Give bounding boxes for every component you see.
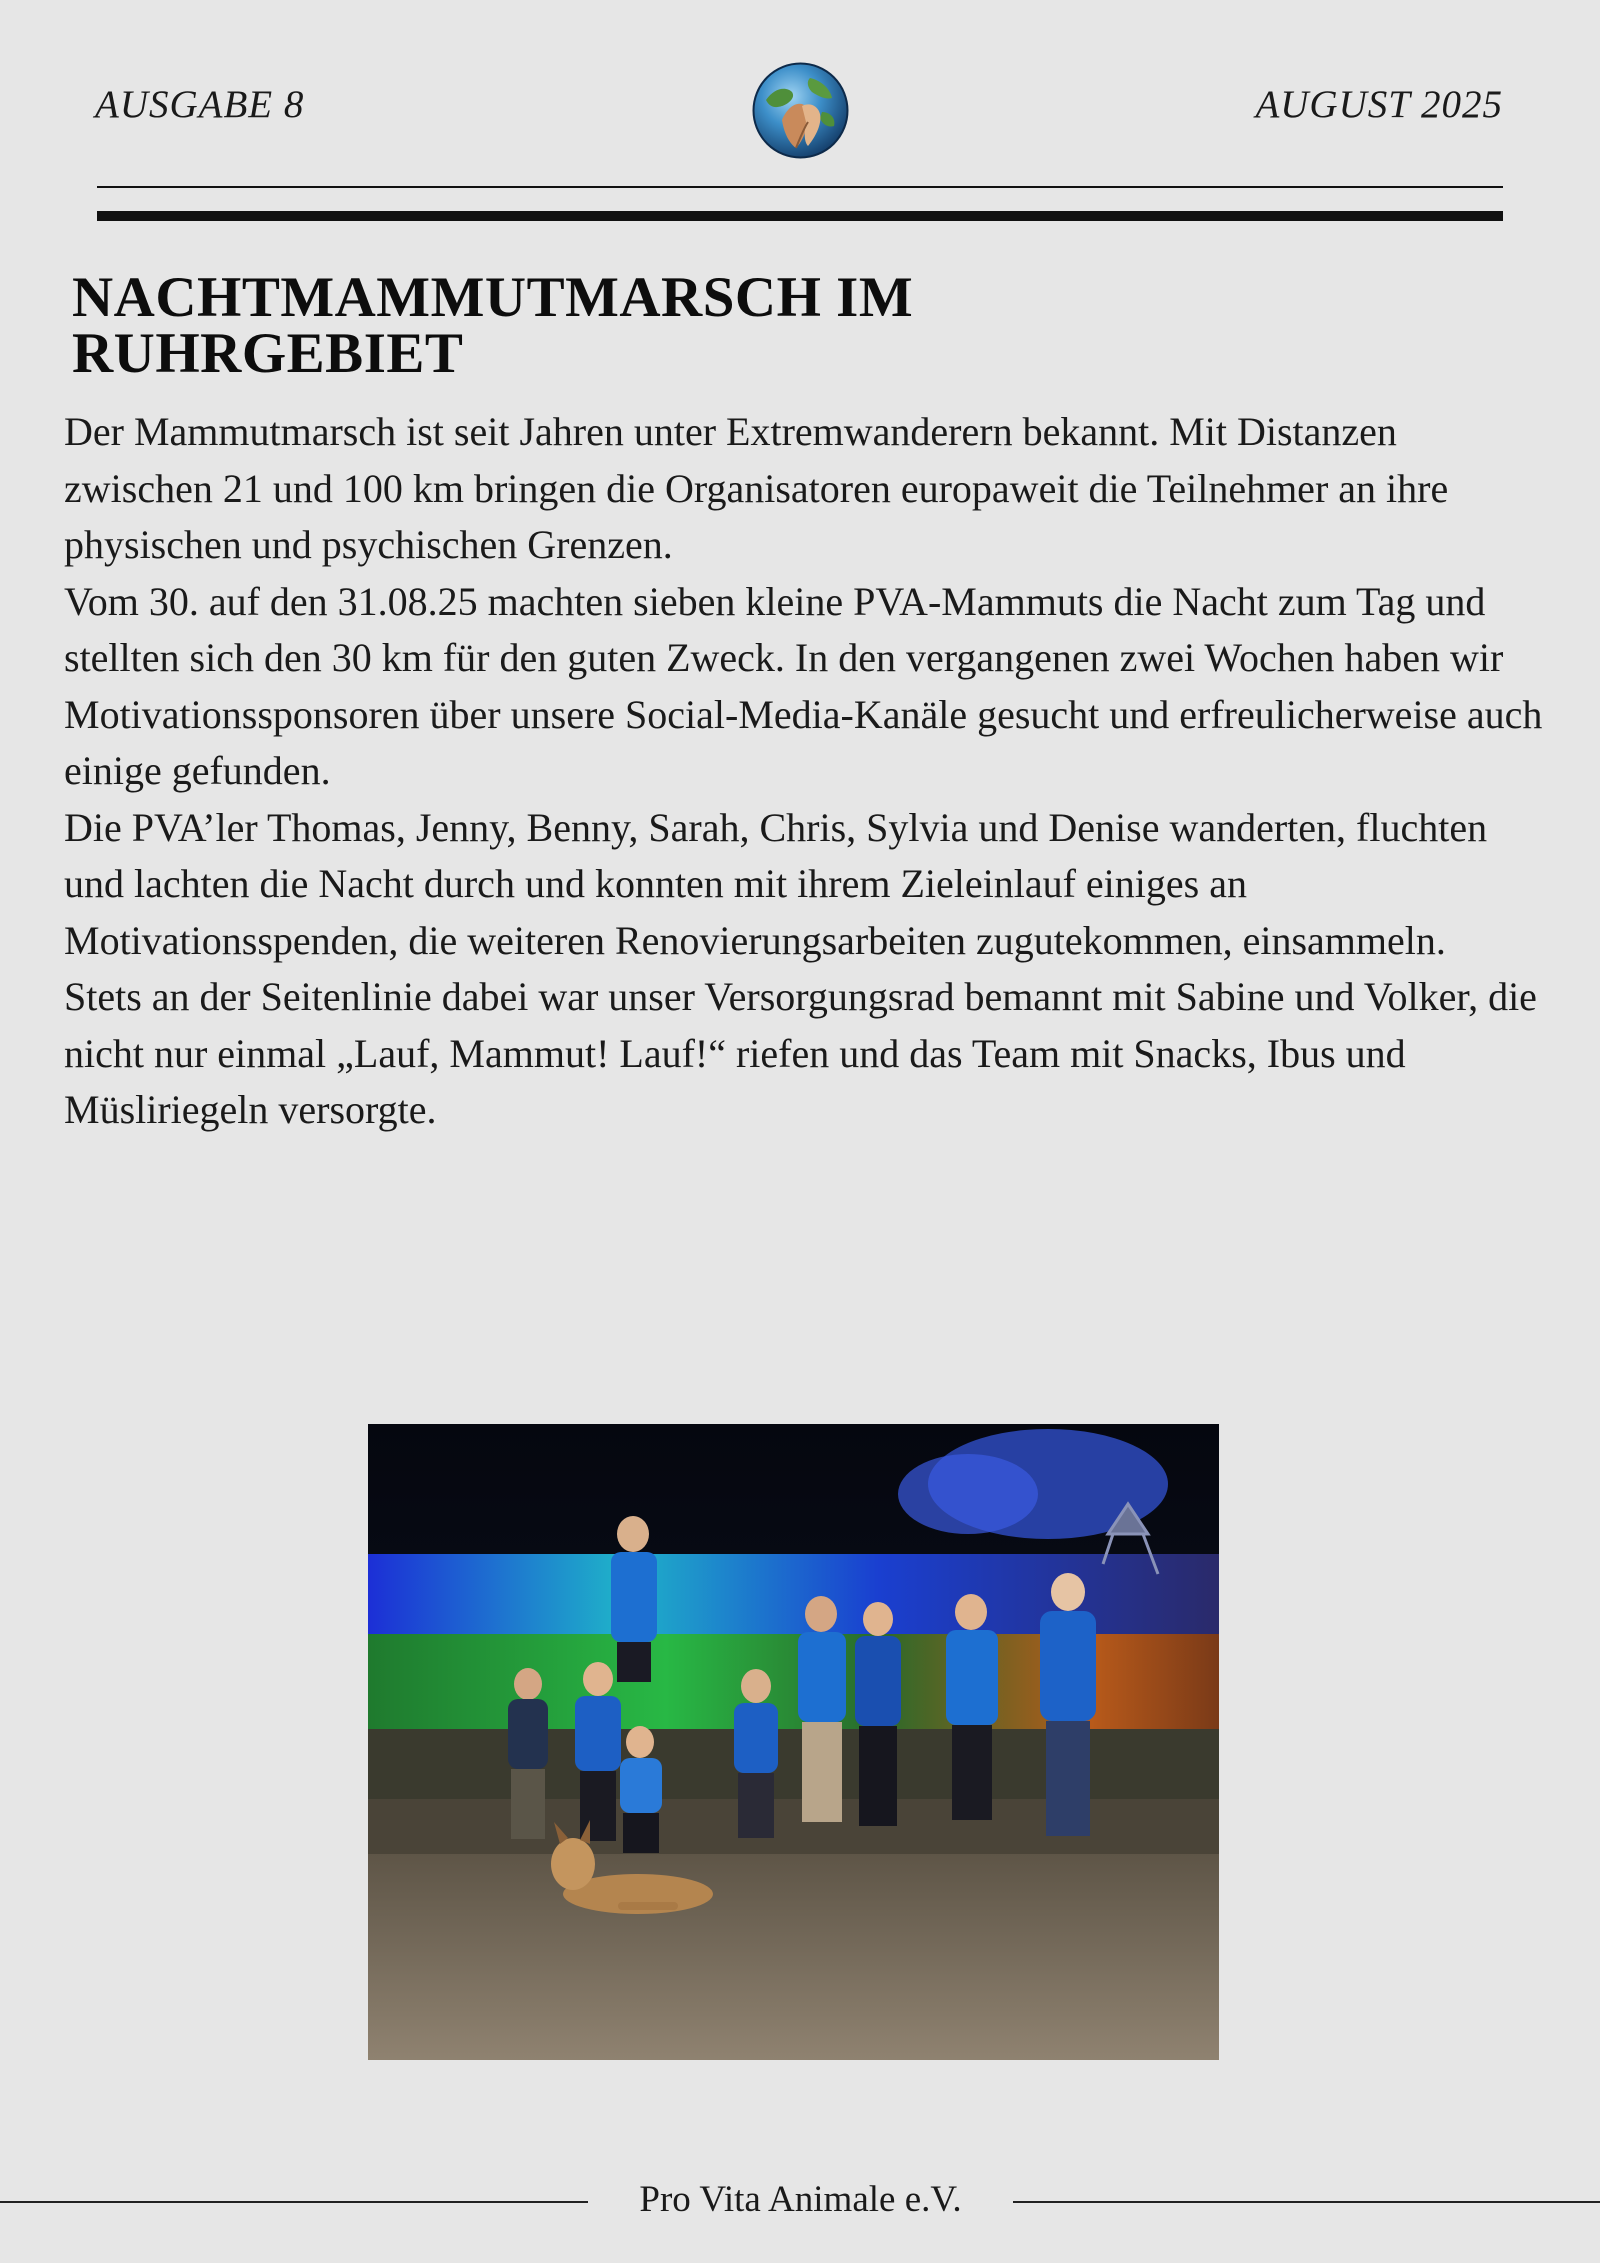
person-figure	[1040, 1573, 1096, 1836]
article-paragraph: Der Mammutmarsch ist seit Jahren unter Extremwanderern bekannt. Mit Distanzen zwischen 21 und 100 km bringen die Organisatoren europaweit die Teilnehmer an ihre physischen und psychischen Grenzen.	[64, 409, 1449, 567]
article-paragraph: Stets an der Seitenlinie dabei war unser Versorgungsrad bemannt mit Sabine und Volker, die nicht nur einmal „Lauf, Mammut! Lauf!“ riefen und das Team mit Snacks, Ibus und Müsliriegeln versorgte.	[64, 974, 1537, 1132]
issue-number: AUSGABE 8	[95, 83, 305, 126]
article-paragraph: Vom 30. auf den 31.08.25 machten sieben kleine PVA-Mammuts die Nacht zum Tag und stellten sich den 30 km für den guten Zweck. In den vergangenen zwei Wochen haben wir Motivationssponsoren über unsere Social-Media-Kanäle gesucht und erfreulicherweise auch einige gefunden.	[64, 578, 1543, 793]
group-photo-illustration	[368, 1424, 1219, 2060]
logo-graphic	[752, 62, 849, 159]
footer-divider-left	[0, 2201, 588, 2203]
header-divider-thick	[97, 211, 1503, 221]
article-title: NACHTMAMMUTMARSCH IM RUHRGEBIET	[72, 266, 914, 385]
article-paragraph: Die PVA’ler Thomas, Jenny, Benny, Sarah, Chris, Sylvia und Denise wanderten, fluchten und lachten die Nacht durch und konnten mit ihrem Zieleinlauf einiges an Motivationsspenden, die weiteren Renovierungsarbeiten zugutekommen, einsammeln.	[64, 804, 1488, 963]
footer-organization: Pro Vita Animale e.V.	[639, 2179, 962, 2220]
article-body	[64, 404, 1554, 1139]
group-photo	[368, 1424, 1219, 2060]
footer-divider-right	[1013, 2201, 1600, 2203]
globe-hands-icon	[752, 62, 849, 159]
issue-date: AUGUST 2025	[1255, 83, 1503, 126]
header-divider-thin	[97, 186, 1503, 188]
